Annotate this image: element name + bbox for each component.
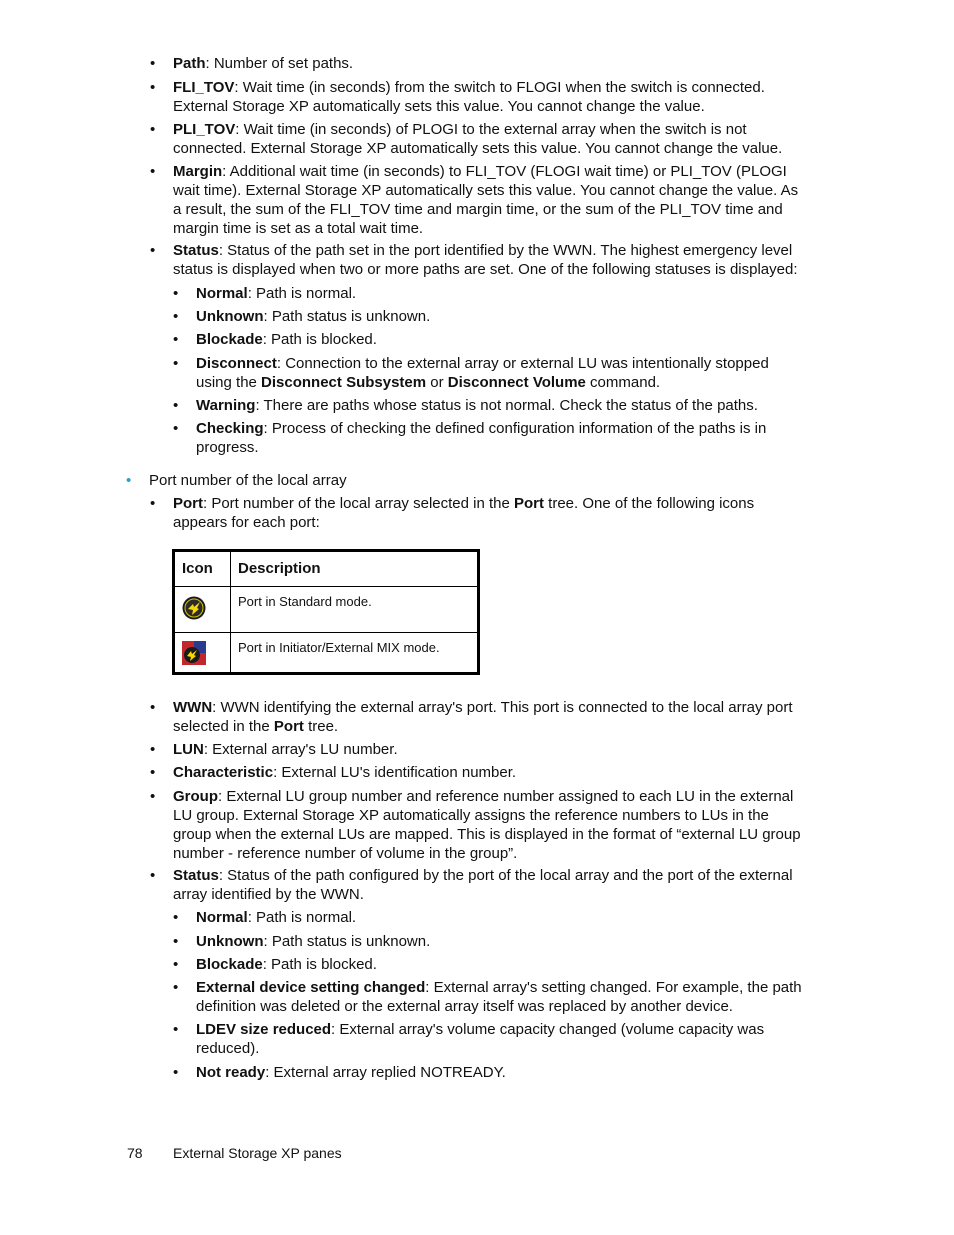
row-description: Port in Initiator/External MIX mode. xyxy=(238,640,440,655)
list-item xyxy=(0,908,954,928)
table-row-divider xyxy=(175,632,477,633)
bullet-icon: • xyxy=(173,331,179,348)
list-item-text: Port: Port number of the local array selected in the Port tree. One of the following icons appears for each port: xyxy=(173,495,755,531)
table-header-row xyxy=(175,552,477,587)
list-item xyxy=(0,1063,954,1083)
list-item-text: Checking: Process of checking the defined configuration information of the paths is in progress. xyxy=(196,420,767,456)
bullet-icon: • xyxy=(150,242,156,259)
list-item xyxy=(0,978,954,1016)
bullet-icon: • xyxy=(173,909,179,926)
bullet-icon: • xyxy=(173,308,179,325)
list-item xyxy=(0,284,954,304)
standard-port-icon xyxy=(181,595,207,621)
bullet-icon: • xyxy=(150,121,156,138)
list-item-text: PLI_TOV: Wait time (in seconds) of PLOGI to the external array when the switch is not connected. External Storage XP automatically sets this value. You cannot change the value. xyxy=(173,121,783,157)
list-item-text: LDEV size reduced: External array's volume capacity changed (volume capacity was reduced). xyxy=(196,1021,765,1057)
table-header-description: Description xyxy=(238,560,321,577)
bullet-icon: • xyxy=(150,163,156,180)
row-description: Port in Standard mode. xyxy=(238,594,372,609)
bullet-icon: • xyxy=(150,788,156,805)
mix-port-icon xyxy=(181,640,207,666)
list-item-text: Warning: There are paths whose status is not normal. Check the status of the paths. xyxy=(196,397,758,414)
table-column-divider xyxy=(230,552,231,672)
list-item xyxy=(0,241,954,279)
list-item xyxy=(0,78,954,116)
bullet-icon: • xyxy=(150,741,156,758)
list-item xyxy=(0,787,954,863)
bullet-icon: • xyxy=(173,956,179,973)
list-item xyxy=(0,866,954,904)
list-item xyxy=(0,698,954,736)
list-item-text: Characteristic: External LU's identification number. xyxy=(173,764,517,781)
list-item-text: Status: Status of the path configured by the port of the local array and the port of the external array identified by the WWN. xyxy=(173,867,793,903)
bullet-icon: • xyxy=(173,420,179,437)
list-item-text: External device setting changed: External array's setting changed. For example, the path definition was deleted or the external array itself was replaced by another device. xyxy=(196,979,802,1015)
list-item-text: Blockade: Path is blocked. xyxy=(196,956,377,973)
list-item-text: Normal: Path is normal. xyxy=(196,285,357,302)
list-item-text: Unknown: Path status is unknown. xyxy=(196,933,431,950)
list-item xyxy=(0,120,954,158)
list-item-text: Status: Status of the path set in the port identified by the WWN. The highest emergency level status is displayed when two or more paths are set. One of the following statuses is displayed: xyxy=(173,242,798,278)
bullet-icon: • xyxy=(150,867,156,884)
list-item xyxy=(0,419,954,457)
list-item-text: LUN: External array's LU number. xyxy=(173,741,398,758)
bullet-icon: • xyxy=(126,472,132,489)
list-item-text: Normal: Path is normal. xyxy=(196,909,357,926)
list-item xyxy=(0,396,954,416)
list-item-text: Port number of the local array xyxy=(149,472,347,489)
list-item xyxy=(0,162,954,238)
list-item xyxy=(0,1020,954,1058)
bullet-icon: • xyxy=(150,699,156,716)
table-header-icon: Icon xyxy=(182,560,213,577)
list-item-text: Not ready: External array replied NOTREADY. xyxy=(196,1064,506,1081)
bullet-icon: • xyxy=(150,764,156,781)
bullet-icon: • xyxy=(173,285,179,302)
list-item xyxy=(0,740,954,760)
list-item xyxy=(0,955,954,975)
list-item xyxy=(0,307,954,327)
list-item-text: Margin: Additional wait time (in seconds) to FLI_TOV (FLOGI wait time) or PLI_TOV (PLOGI wait time). External Storage XP automatically sets this value. You cannot change the value. As a result, the sum of the FLI_TOV time and margin time, or the sum of the PLI_TOV time and margin time is set as a total wait time. xyxy=(173,163,799,237)
bullet-icon: • xyxy=(173,933,179,950)
bullet-icon: • xyxy=(173,397,179,414)
bullet-icon: • xyxy=(150,79,156,96)
list-item-text: Group: External LU group number and reference number assigned to each LU in the external LU group. External Storage XP automatically assigns the reference numbers to LUs in the group when the external LUs are mapped. This is displayed in the format of “external LU group number - reference number of volume in the group”. xyxy=(173,788,801,862)
list-item xyxy=(0,54,954,74)
bullet-icon: • xyxy=(173,355,179,372)
list-item-text: Path: Number of set paths. xyxy=(173,55,354,72)
list-item xyxy=(0,494,954,532)
list-item xyxy=(0,330,954,350)
footer-section-title: External Storage XP panes xyxy=(173,1145,342,1161)
list-item-text: FLI_TOV: Wait time (in seconds) from the switch to FLOGI when the switch is connected. External Storage XP automatically sets this value. You cannot change the value. xyxy=(173,79,765,115)
page-number: 78 xyxy=(127,1145,143,1161)
list-item xyxy=(0,354,954,392)
bullet-icon: • xyxy=(150,55,156,72)
list-item-text: WWN: WWN identifying the external array's port. This port is connected to the local array port selected in the Port tree. xyxy=(173,699,793,735)
port-icon-table xyxy=(172,549,480,675)
list-item-text: Disconnect: Connection to the external array or external LU was intentionally stopped using the Disconnect Subsystem or Disconnect Volume command. xyxy=(196,355,769,391)
bullet-icon: • xyxy=(173,979,179,996)
bullet-icon: • xyxy=(173,1064,179,1081)
list-item-text: Blockade: Path is blocked. xyxy=(196,331,377,348)
bullet-icon: • xyxy=(150,495,156,512)
bullet-icon: • xyxy=(173,1021,179,1038)
list-item xyxy=(0,763,954,783)
list-item xyxy=(0,932,954,952)
list-item-text: Unknown: Path status is unknown. xyxy=(196,308,431,325)
list-item xyxy=(0,471,954,491)
